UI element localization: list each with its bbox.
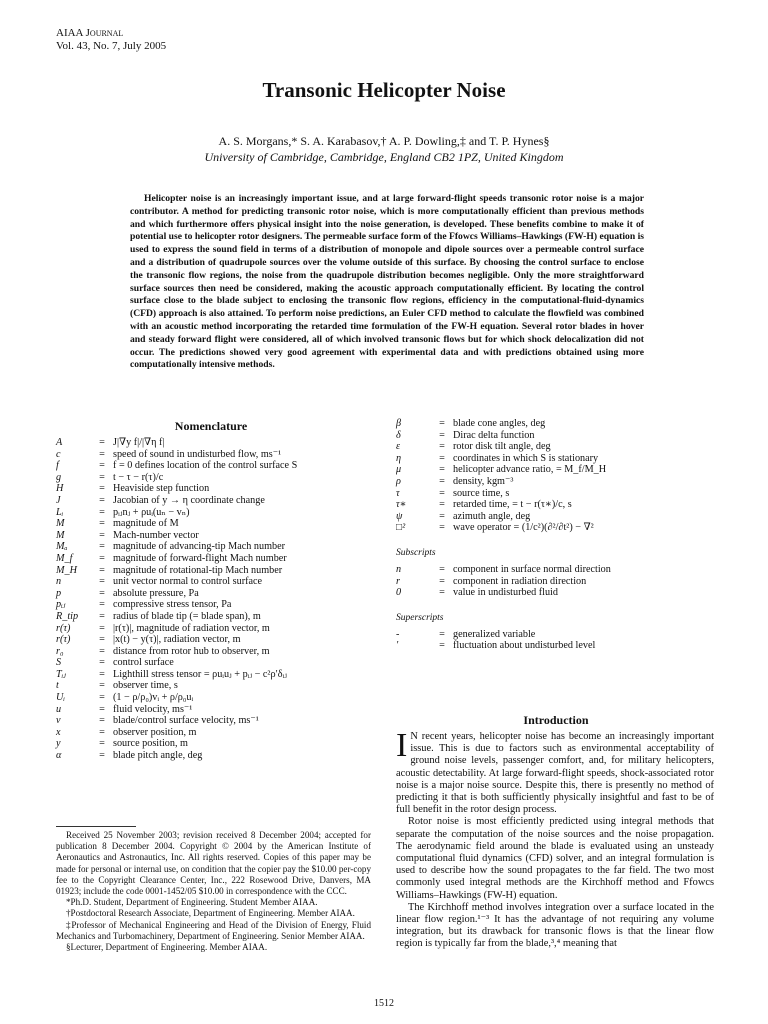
nomenclature-definition: wave operator = (1/c²)(∂²/∂t²) − ∇² — [453, 522, 594, 534]
nomenclature-entry — [56, 599, 386, 611]
equals-sign: = — [99, 471, 105, 483]
introduction-heading: Introduction — [523, 713, 589, 727]
footnotes — [56, 826, 371, 953]
equals-sign: = — [99, 634, 105, 646]
subscript-entry — [396, 576, 716, 588]
equals-sign: = — [99, 587, 105, 599]
equals-sign: = — [99, 494, 105, 506]
nomenclature-definition: value in undisturbed fluid — [453, 587, 558, 599]
nomenclature-entry — [56, 646, 386, 658]
nomenclature-symbol: δ — [396, 429, 401, 441]
nomenclature-symbol: A — [56, 437, 63, 448]
subscript-entry — [396, 587, 716, 599]
journal-volume: Vol. 43, No. 7, July 2005 — [56, 40, 167, 52]
equals-sign: = — [439, 587, 445, 599]
equals-sign: = — [99, 541, 105, 553]
equals-sign: = — [439, 429, 445, 441]
nomenclature-entry — [56, 692, 386, 704]
authors: A. S. Morgans,* S. A. Karabasov,† A. P. Dowling,‡ and T. P. Hynes§ — [218, 134, 550, 148]
equals-sign: = — [99, 518, 105, 530]
nomenclature-definition: density, kgm⁻³ — [453, 475, 514, 487]
footnote-author-3: ‡Professor of Mechanical Engineering and Head of the Division of Energy, Fluid Mechanics and Turbomachinery, Department of Engineering. Senior Member AIAA. — [56, 919, 371, 941]
intro-paragraph-2: Rotor noise is most efficiently predicted using integral methods that separate the computation of the noise sources and the noise propagation. The aerodynamic field around the blade is evaluated using an unsteady computational fluid dynamics (CFD) solver, and an integral formulation is used to describe how the sound propagates to the far field. The two most commonly used integral methods are the Kirchhoff method and Ffowcs Williams–Hawkings (FW-H) equation. — [396, 816, 714, 901]
nomenclature-entry — [396, 511, 716, 523]
nomenclature-symbol: ε — [396, 441, 401, 453]
nomenclature-symbol: τ∗ — [396, 499, 407, 511]
nomenclature-definition: blade pitch angle, deg — [113, 750, 203, 762]
nomenclature-definition: component in radiation direction — [453, 575, 587, 587]
nomenclature-entry — [396, 476, 716, 488]
footnote-received: Received 25 November 2003; revision received 8 December 2004; accepted for publication 8 December 2004. Copyright © 2004 by the American Institute of Aeronautics and Astronautics, Inc. All rights reserved. Copies of this paper may be made for personal or internal use, on condition that the copier pay the $10.00 per-copy fee to the Copyright Clearance Center, Inc., 222 Rosewood Drive, Danvers, MA 01923; include the code 0001-1452/05 $10.00 in correspondence with the CCC. — [56, 830, 371, 897]
nomenclature-symbol: ψ — [396, 510, 403, 522]
nomenclature-entry — [56, 553, 386, 565]
nomenclature-entry — [396, 464, 716, 476]
page-number: 1512 — [374, 998, 394, 1009]
equals-sign: = — [99, 529, 105, 541]
nomenclature-symbol: 0 — [396, 587, 402, 599]
nomenclature-entry — [56, 565, 386, 577]
nomenclature-symbol: t — [56, 680, 59, 692]
equals-sign: = — [99, 552, 105, 564]
nomenclature-entry — [56, 634, 386, 646]
nomenclature-symbol: c — [56, 448, 61, 460]
nomenclature-definition: magnitude of advancing-tip Mach number — [113, 541, 286, 553]
nomenclature-symbol: p — [56, 587, 62, 599]
nomenclature-entry — [56, 530, 386, 542]
subscripts-heading: Subscripts — [396, 547, 436, 558]
nomenclature-definition: fluctuation about undisturbed level — [453, 640, 596, 652]
equals-sign: = — [99, 610, 105, 622]
nomenclature-entry — [56, 657, 386, 669]
footnote-author-1: *Ph.D. Student, Department of Engineering. Student Member AIAA. — [66, 897, 318, 908]
nomenclature-entry — [56, 472, 386, 484]
equals-sign: = — [99, 576, 105, 588]
journal-name: AIAA Journal — [56, 27, 124, 39]
nomenclature-entry — [56, 750, 386, 762]
equals-sign: = — [99, 715, 105, 727]
nomenclature-definition: blade/control surface velocity, ms⁻¹ — [113, 715, 259, 727]
nomenclature-entry — [56, 449, 386, 461]
nomenclature-symbol: r(τ) — [56, 634, 71, 646]
nomenclature-definition: source time, s — [453, 487, 510, 499]
nomenclature-symbol: S — [56, 657, 62, 669]
nomenclature-symbol: Mₐ — [56, 541, 68, 553]
nomenclature-symbol: M — [56, 518, 65, 530]
nomenclature-symbol: ρ — [396, 475, 401, 487]
nomenclature-definition: t − τ − r(τ)/c — [113, 471, 164, 483]
nomenclature-symbol: Uᵢ — [56, 692, 65, 704]
equals-sign: = — [99, 622, 105, 634]
nomenclature-symbol: M_H — [56, 564, 77, 576]
nomenclature-entry — [396, 488, 716, 500]
superscript-entry — [396, 629, 716, 641]
equals-sign: = — [99, 460, 105, 472]
nomenclature-entry — [56, 518, 386, 530]
footnote-author-2: †Postdoctoral Research Associate, Department of Engineering. Member AIAA. — [66, 908, 355, 919]
equals-sign: = — [99, 599, 105, 611]
nomenclature-symbol: μ — [396, 464, 402, 476]
nomenclature-definition: Mach-number vector — [113, 529, 199, 541]
nomenclature-definition: coordinates in which S is stationary — [453, 452, 599, 464]
equals-sign: = — [439, 522, 445, 534]
nomenclature-symbol: - — [396, 628, 400, 640]
equals-sign: = — [99, 483, 105, 495]
nomenclature-definition: generalized variable — [453, 628, 536, 640]
nomenclature-definition: pᵢⱼnⱼ + ρuᵢ(uₙ − vₙ) — [113, 506, 190, 518]
equals-sign: = — [99, 668, 105, 680]
equals-sign: = — [439, 640, 445, 652]
nomenclature-entry — [56, 588, 386, 600]
equals-sign: = — [439, 510, 445, 522]
nomenclature-entry — [56, 437, 386, 449]
nomenclature-definition: f = 0 defines location of the control surface S — [113, 460, 298, 472]
subscript-entry — [396, 564, 716, 576]
nomenclature-definition: magnitude of rotational-tip Mach number — [113, 564, 283, 576]
nomenclature-entry — [56, 727, 386, 739]
nomenclature-heading: Nomenclature — [174, 419, 248, 433]
nomenclature-definition: Jacobian of y → η coordinate change — [113, 494, 265, 506]
nomenclature-symbol: ′ — [396, 640, 399, 652]
equals-sign: = — [439, 575, 445, 587]
nomenclature-symbol: τ — [396, 487, 400, 499]
nomenclature-entry — [56, 483, 386, 495]
nomenclature-symbol: f — [56, 460, 59, 472]
equals-sign: = — [99, 506, 105, 518]
paper-title: Transonic Helicopter Noise — [262, 78, 506, 102]
superscript-entry — [396, 640, 716, 652]
drop-cap: I — [396, 727, 408, 764]
equals-sign: = — [99, 692, 105, 704]
nomenclature-entry — [56, 460, 386, 472]
nomenclature-definition: rotor disk tilt angle, deg — [453, 441, 551, 453]
equals-sign: = — [439, 441, 445, 453]
nomenclature-definition: Heaviside step function — [113, 483, 210, 495]
nomenclature-entry — [396, 418, 716, 430]
nomenclature-definition: helicopter advance ratio, = M_f/M_H — [453, 464, 607, 476]
nomenclature-symbol: v — [56, 715, 61, 727]
footnote-author-4: §Lecturer, Department of Engineering. Member AIAA. — [66, 942, 268, 953]
equals-sign: = — [99, 703, 105, 715]
equals-sign: = — [99, 726, 105, 738]
nomenclature-definition: observer position, m — [113, 726, 197, 738]
equals-sign: = — [439, 464, 445, 476]
nomenclature-definition: azimuth angle, deg — [453, 510, 531, 522]
equals-sign: = — [99, 645, 105, 657]
nomenclature-definition: speed of sound in undisturbed flow, ms⁻¹ — [113, 448, 282, 460]
nomenclature-definition: compressive stress tensor, Pa — [113, 599, 232, 611]
nomenclature-entry — [56, 507, 386, 519]
nomenclature-symbol: Tᵢⱼ — [56, 668, 66, 680]
equals-sign: = — [99, 448, 105, 460]
nomenclature-symbol: u — [56, 703, 62, 715]
nomenclature-symbol: x — [56, 726, 61, 738]
nomenclature-right-column — [396, 418, 716, 652]
nomenclature-definition: distance from rotor hub to observer, m — [113, 645, 270, 657]
equals-sign: = — [99, 564, 105, 576]
equals-sign: = — [439, 452, 445, 464]
nomenclature-definition: component in surface normal direction — [453, 563, 611, 575]
nomenclature-entry — [396, 430, 716, 442]
nomenclature-symbol: J — [56, 494, 61, 506]
nomenclature-symbol: η — [396, 452, 402, 464]
nomenclature-definition: magnitude of M — [113, 518, 179, 530]
nomenclature-definition: observer time, s — [113, 680, 178, 692]
nomenclature-left-column — [56, 437, 386, 762]
nomenclature-symbol: R_tip — [56, 610, 79, 622]
equals-sign: = — [439, 563, 445, 575]
nomenclature-symbol: M — [56, 529, 65, 541]
footnote-rule — [56, 826, 136, 827]
abstract: Helicopter noise is an increasingly important issue, and at large forward-flight speeds transonic rotor noise is a major contributor. A method for predicting transonic rotor noise, which is more computationally efficient than previous methods and which furthermore offers physical insight into the noise generation, is developed. These benefits combine to make it of potential use to helicopter rotor designers. The permeable surface form of the Ffowcs Williams–Hawkings (FW-H) equation is used to express the sound field in terms of a distribution of monopole and dipole sources over a permeable control surface and a distribution of quadrupole sources over the volume outside of this surface. By choosing the control surface to enclose the transonic flow regions, the noise from the quadrupole distribution becomes negligible. Only the more straightforward surface sources then need be considered, making the acoustic approach computationally efficient. By locating the control surface close to the blade subject to enclosing the transonic flow regions, efficiency in the computational-fluid-dynamics (CFD) approach is also attained. To perform noise predictions, an Euler CFD method to calculate the flowfield was combined with an acoustic method incorporating the retarded time formulation of the FW-H equation. Several rotor blades in hover and steady forward flight were considered, all of which involved transonic flows but for which shock delocalization did not occur. The predictions showed very good agreement with experimental data and with predictions obtained using more computationally intensive methods. — [130, 193, 644, 371]
nomenclature-definition: |x(t) − y(τ)|, radiation vector, m — [113, 634, 241, 646]
nomenclature-symbol: r(τ) — [56, 622, 71, 634]
nomenclature-symbol: n — [56, 576, 62, 588]
equals-sign: = — [439, 475, 445, 487]
nomenclature-definition: blade cone angles, deg — [453, 418, 546, 429]
nomenclature-entry — [56, 738, 386, 750]
nomenclature-definition: Lighthill stress tensor = ρuᵢuⱼ + pᵢⱼ − c²ρ′δᵢⱼ — [113, 668, 287, 680]
equals-sign: = — [99, 657, 105, 669]
equals-sign: = — [99, 437, 105, 448]
nomenclature-definition: absolute pressure, Pa — [113, 587, 199, 599]
nomenclature-entry — [396, 441, 716, 453]
nomenclature-entry — [56, 611, 386, 623]
nomenclature-definition: |r(τ)|, magnitude of radiation vector, m — [113, 622, 270, 634]
nomenclature-entry — [56, 669, 386, 681]
nomenclature-definition: J|∇y f|/|∇η f| — [113, 437, 165, 448]
introduction-body — [396, 727, 714, 951]
equals-sign: = — [99, 680, 105, 692]
nomenclature-symbol: pᵢⱼ — [56, 599, 66, 611]
equals-sign: = — [439, 487, 445, 499]
nomenclature-definition: fluid velocity, ms⁻¹ — [113, 703, 193, 715]
nomenclature-entry — [396, 453, 716, 465]
nomenclature-definition: radius of blade tip (= blade span), m — [113, 610, 261, 622]
superscripts-heading: Superscripts — [396, 612, 444, 623]
nomenclature-entry — [56, 715, 386, 727]
nomenclature-symbol: r — [396, 575, 400, 587]
equals-sign: = — [99, 750, 105, 762]
nomenclature-entry — [56, 623, 386, 635]
nomenclature-definition: retarded time, = t − r(τ∗)/c, s — [453, 499, 572, 511]
nomenclature-symbol: n — [396, 563, 402, 575]
nomenclature-definition: magnitude of forward-flight Mach number — [113, 552, 287, 564]
nomenclature-entry — [396, 499, 716, 511]
intro-paragraph-3: The Kirchhoff method involves integration over a surface located in the linear flow region.¹⁻³ It has the advantage of not requiring any volume integration, but its drawback for transonic flows is that the linear flow region is typically far from the blade,³,⁴ meaning that — [396, 901, 714, 950]
equals-sign: = — [439, 418, 445, 429]
nomenclature-entry — [56, 704, 386, 716]
equals-sign: = — [99, 738, 105, 750]
affiliation: University of Cambridge, Cambridge, England CB2 1PZ, United Kingdom — [204, 150, 564, 164]
nomenclature-entry — [56, 680, 386, 692]
nomenclature-entry — [56, 541, 386, 553]
nomenclature-symbol: g — [56, 471, 62, 483]
nomenclature-definition: source position, m — [113, 738, 188, 750]
nomenclature-definition: unit vector normal to control surface — [113, 576, 263, 588]
nomenclature-definition: (1 − ρ/ρ₀)vᵢ + ρ/ρ₀uᵢ — [113, 692, 194, 704]
nomenclature-entry — [396, 522, 716, 534]
nomenclature-symbol: H — [56, 483, 64, 495]
intro-paragraph-1: I N recent years, helicopter noise has become an increasingly important issue. This is due to factors such as environmental acceptability of ground noise levels, passenger comfort, and, for military helicopters, acoustic detectability. At large forward-flight speeds, shock-associated rotor noise is a major noise source. Despite this, there is presently no method of predicting it that is both sufficiently physically insightful and fast to be of full benefit in the rotor design process. — [396, 727, 714, 816]
nomenclature-definition: control surface — [113, 657, 174, 669]
nomenclature-entry — [56, 576, 386, 588]
equals-sign: = — [439, 628, 445, 640]
nomenclature-symbol: r₀ — [56, 645, 64, 657]
nomenclature-definition: Dirac delta function — [453, 429, 535, 441]
equals-sign: = — [439, 499, 445, 511]
nomenclature-symbol: y — [56, 738, 61, 750]
nomenclature-symbol: M_f — [56, 552, 73, 564]
nomenclature-symbol: β — [396, 418, 402, 429]
nomenclature-symbol: α — [56, 750, 62, 762]
journal-header — [56, 27, 166, 53]
nomenclature-symbol: Lᵢ — [56, 506, 64, 518]
nomenclature-symbol: □² — [396, 522, 406, 534]
nomenclature-entry — [56, 495, 386, 507]
